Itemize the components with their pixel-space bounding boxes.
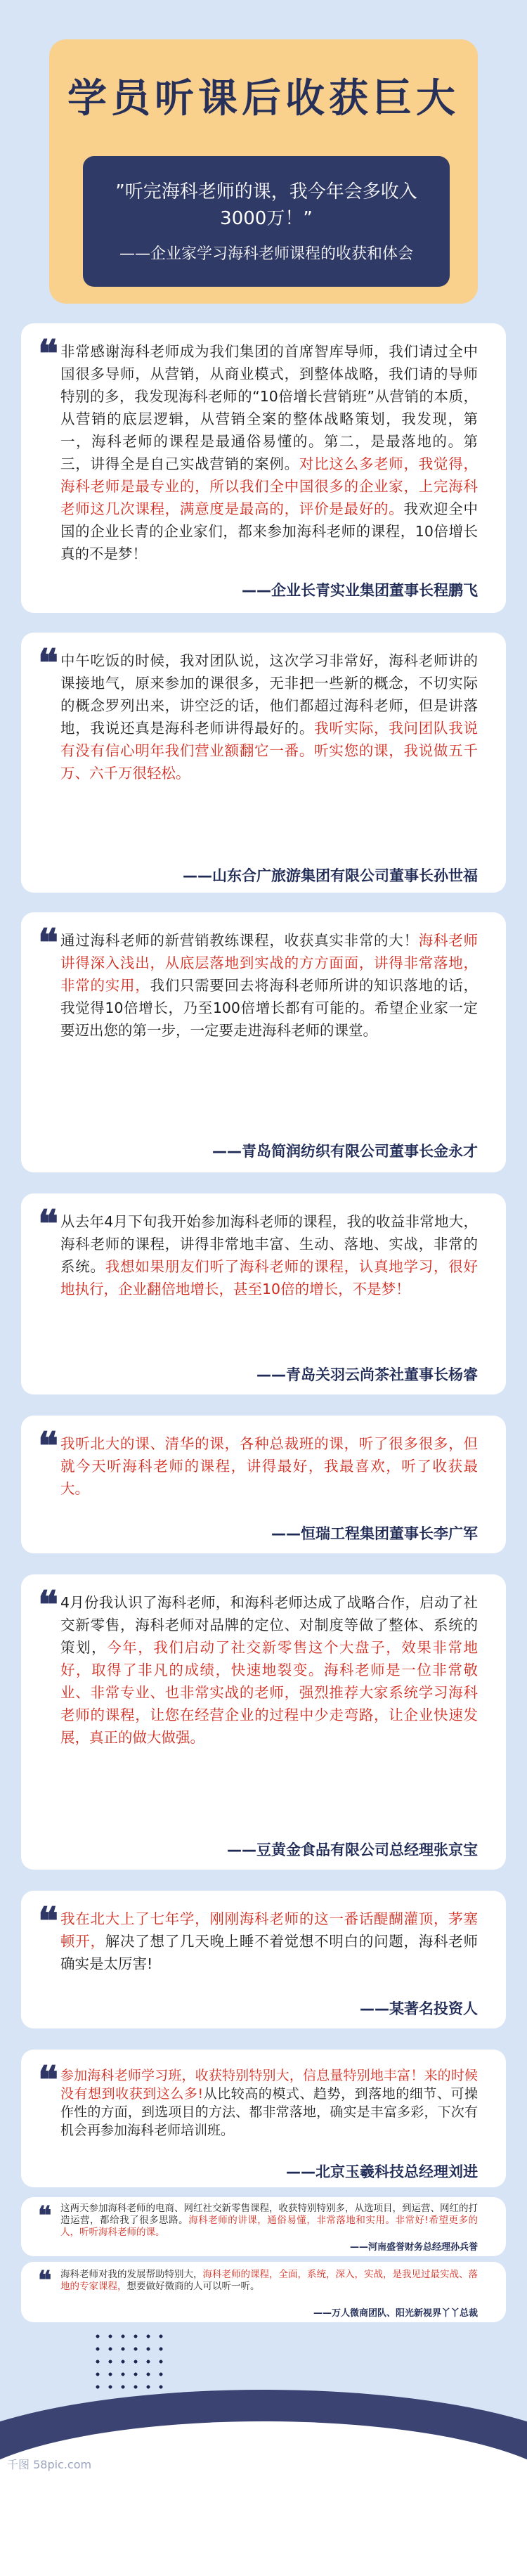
testimonial-signature: ——恒瑞工程集团董事长李广军	[271, 1525, 478, 1542]
highlighted-text: 我在北大上了七年学，刚刚海科老师的这一番话醍醐灌顶，茅塞顿开，	[60, 1910, 478, 1950]
text-segment: 非常感谢海科老师成为我们集团的首席智库导师，我们请过全中国很多导师，从营销，从商业模式，到整体战略，我们请的导师特别的多，我发现海科老师的“10倍增长营销班”从营销的本质，从营销的底层逻辑，从营销全案的整体战略策划，我发现，第一，海科老师的课程是最通俗易懂的。第二，是最落地的。第三，讲得全是自己实战营销的案例。	[60, 343, 478, 472]
testimonial-text	[60, 1908, 478, 1975]
testimonial-card-1	[21, 323, 506, 613]
text-segment: 从比较高的模式、趋势，到落地的细节、可操作性的方面，到选项目的方法、都非常落地，确实是丰富多彩，下次有机会再参加海科老师培训班。	[60, 2086, 478, 2138]
testimonial-signature: ——山东合广旅游集团有限公司董事长孙世福	[183, 867, 478, 884]
text-segment: 这两天参加海科老师的电商、网红社交新零售课程，收获特别特别多，从选项目，到运营、网红的打造运营，都给我了很多思路。	[60, 2203, 478, 2226]
testimonial-text	[60, 340, 478, 565]
highlighted-text: 我想如果朋友们听了海科老师的课程，认真地学习，很好地执行，企业翻倍地增长，甚至10倍的增长，不是梦！	[60, 1258, 479, 1297]
testimonial-text	[60, 649, 478, 784]
quote-mark-icon: ❝	[38, 1898, 59, 1943]
quote-mark-icon: ❝	[38, 920, 59, 965]
highlighted-text: 对比这么多老师，我觉得，海科老师是最专业的，所以我们全中国很多的企业家，上完海科老师这几次课程，满意度是最高的，评价是最好的。	[60, 455, 479, 517]
testimonial-text	[60, 929, 478, 1042]
testimonial-signature: ——河南盛誉财务总经理孙兵誉	[349, 2242, 478, 2253]
text-segment: 从去年4月下旬我开始参加海科老师的课程，我的收益非常地大，海科老师的课程，讲得非常地丰富、生动、落地、实战，非常的系统。	[60, 1213, 478, 1275]
testimonial-text	[60, 2066, 478, 2140]
testimonial-card-9	[21, 2197, 506, 2256]
testimonial-text	[60, 2203, 478, 2239]
testimonial-card-2	[21, 633, 506, 893]
highlighted-text: 我听实际，我问团队我说有没有信心明年我们营业额翻它一番。听实您的课，我说做五千万、六千万很轻松。	[60, 720, 479, 782]
testimonial-card-3	[21, 912, 506, 1172]
quote-mark-icon: ❝	[38, 1582, 59, 1627]
testimonial-signature: ——青岛简润纺织有限公司董事长金永才	[212, 1143, 478, 1160]
page-title: 学员听课后收获巨大	[67, 76, 460, 122]
decorative-dot-grid	[91, 2330, 169, 2393]
highlighted-text: 海科老师讲得深入浅出，从底层落地到实战的方方面面，讲得非常落地，非常的实用，	[60, 932, 479, 994]
testimonial-card-6	[21, 1574, 506, 1870]
text-segment: 中午吃饭的时候，我对团队说，这次学习非常好，海科老师讲的课接地气，原来参加的课很多，无非把一些新的概念，不切实际的概念罗列出来，讲空泛的话，他们都超过海科老师，但是讲落地，我说还真是海科老师讲得最好的。	[60, 652, 478, 737]
quote-mark-icon: ❝	[38, 331, 59, 376]
quote-mark-icon: ❝	[38, 2265, 52, 2295]
quote-mark-icon: ❝	[38, 1423, 59, 1468]
testimonial-text	[60, 1591, 478, 1749]
quote-mark-icon: ❝	[38, 1201, 59, 1246]
testimonial-card-7	[21, 1891, 506, 2028]
testimonial-text	[60, 1210, 478, 1300]
highlighted-text: 参加海科老师学习班，收获特别特别大，信息量特别地丰富！来的时候没有想到收获到这么多!	[60, 2068, 478, 2102]
text-segment: 海科老师对我的发展帮助特别大，	[60, 2269, 203, 2280]
headline-quote-source: ——企业家学习海科老师课程的收获和体会	[119, 245, 413, 263]
headline-quote-box	[83, 156, 450, 287]
text-segment: 我们只需要回去将海科老师所讲的知识落地的话，我觉得10倍增长，乃至100倍增长都有可能的。希望企业家一定要迈出您的第一步，一定要走进海科老师的课堂。	[60, 977, 479, 1039]
testimonial-signature: ——万人微商团队、阳光新视界丫丫总裁	[313, 2308, 478, 2319]
quote-mark-icon: ❝	[38, 640, 59, 685]
quote-mark-icon: ❝	[38, 2057, 59, 2102]
text-segment: 想要做好微商的人可以听一听。	[126, 2281, 260, 2292]
text-segment: 4月份我认识了海科老师，和海科老师达成了战略合作，启动了社交新零售，海科老师对品牌的定位、对制度等做了整体、系统的策划，	[60, 1594, 478, 1656]
testimonial-signature: ——青岛关羽云尚茶社董事长杨睿	[256, 1366, 478, 1383]
testimonial-signature: ——企业长青实业集团董事长程鹏飞	[242, 582, 478, 599]
highlighted-text: 海科老师的讲课，通俗易懂，非常落地和实用。非常好!希望更多的人，听听海科老师的课。	[60, 2215, 478, 2238]
testimonial-card-10	[21, 2262, 506, 2322]
headline-quote-line-2: 3000万！”	[220, 208, 313, 229]
highlighted-text: 海科老师的课程，全面，系统，深入，实战，是我见过最实战、落地的专家课程，	[60, 2269, 478, 2292]
highlighted-text: 今年，我们启动了社交新零售这个大盘子，效果非常地好，取得了非凡的成绩，快速地裂变。海科老师是一位非常敬业、非常专业、也非常实战的老师，强烈推荐大家系统学习海科老师的课程，让您在经营企业的过程中少走弯路，让企业快速发展，真正的做大做强。	[60, 1639, 479, 1746]
testimonial-card-4	[21, 1193, 506, 1394]
text-segment: 解决了想了几天晚上睡不着觉想不明白的问题，海科老师确实是太厉害!	[60, 1933, 479, 1972]
quote-mark-icon: ❝	[38, 2201, 52, 2230]
testimonial-signature: ——豆黄金食品有限公司总经理张京宝	[227, 1842, 478, 1858]
testimonial-signature: ——北京玉羲科技总经理刘进	[286, 2163, 478, 2180]
decorative-bottom-wave-inner	[0, 2421, 527, 2576]
text-segment: 通过海科老师的新营销教练课程，收获真实非常的大！	[60, 932, 419, 949]
text-segment: 我欢迎全中国的企业长青的企业家们，都来参加海科老师的课程，10倍增长真的不是梦！	[60, 500, 479, 562]
testimonial-card-5	[21, 1416, 506, 1553]
testimonial-text	[60, 1432, 478, 1500]
testimonial-signature: ——某著名投资人	[360, 2000, 478, 2017]
highlighted-text: 我听北大的课、清华的课，各种总裁班的课，听了很多很多，但就今天听海科老师的课程，讲得最好，我最喜欢，听了收获最大。	[60, 1435, 478, 1497]
headline-quote-line-1: ”听完海科老师的课，我今年会多收入	[115, 181, 417, 202]
watermark: 千图 58pic.com	[7, 2458, 92, 2471]
testimonial-card-8	[21, 2050, 506, 2187]
testimonial-text	[60, 2269, 478, 2293]
